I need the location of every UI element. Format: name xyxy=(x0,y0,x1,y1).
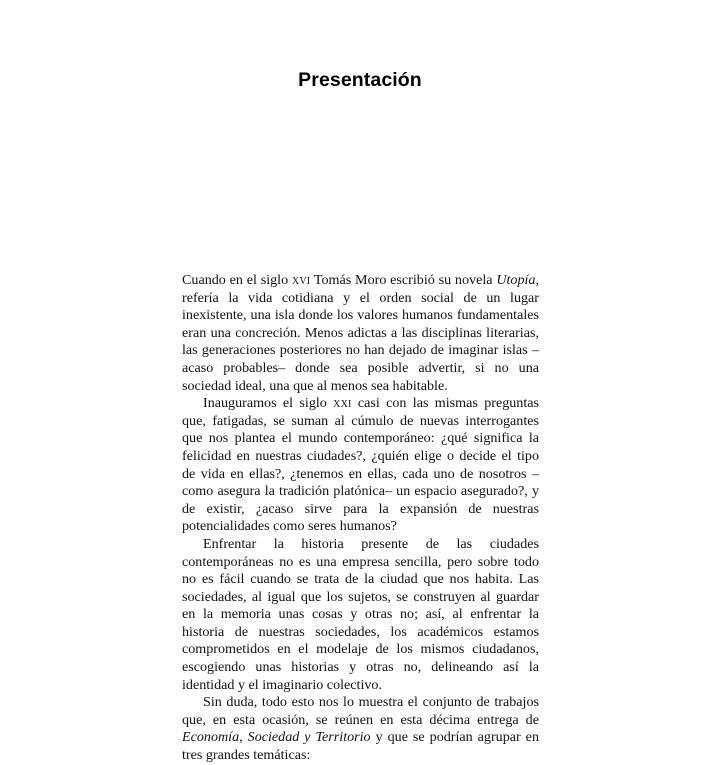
italic-run: Utopía, xyxy=(496,272,539,288)
smallcaps-run: xxi xyxy=(333,395,352,412)
paragraph: Enfrentar la historia presente de las ciudades contemporáneas no es una empresa sencilla, pero sobre todo no es fácil cuando se trata de la ciudad que nos habita. Las sociedades, al igual que los sujetos, se construyen al guardar en la memoria unas cosas y otras no; así, al enfrentar la historia de nuestras sociedades, los académicos estamos comprometidos en el modelaje de los mismos ciudadanos, escogiendo unas historias y otras no, delineando así la identidad y el imaginario colectivo. xyxy=(182,535,539,693)
paragraph: Cuando en el siglo xvi Tomás Moro escribió su novela Utopía, refería la vida cotidiana y el orden social de un lugar inexistente, una isla donde los valores humanos fundamentales eran una concreción. Menos adictas a las disciplinas literarias, las generaciones posteriores no han dejado de imaginar islas –acaso probables– donde sea posible advertir, si no una sociedad ideal, una que al menos sea habitable. xyxy=(182,272,539,394)
page-title: Presentación xyxy=(298,69,422,92)
paragraph: Inauguramos el siglo xxi casi con las mismas preguntas que, fatigadas, se suman al cúmulo de nuevas interrogantes que nos plantea el mundo contemporáneo: ¿qué significa la felicidad en nuestras ciudades?, ¿quién elige o decide el tipo de vida en ellas?, ¿tenemos en ellas, cada uno de nosotros –como asegura la tradición platónica– un espacio asegurado?, y de existir, ¿acaso sirve para la expansión de nuestras potencialidades como seres humanos? xyxy=(182,395,539,535)
smallcaps-run: xvi xyxy=(291,272,311,288)
body-text-block xyxy=(182,272,539,765)
paragraph: Sin duda, todo esto nos lo muestra el conjunto de trabajos que, en esta ocasión, se reúnen en esta décima entrega de Economía, Sociedad y Territorio y que se podrían agrupar en tres grandes temáticas: xyxy=(182,694,539,764)
italic-run: Economía, Sociedad y Territorio xyxy=(182,729,371,746)
